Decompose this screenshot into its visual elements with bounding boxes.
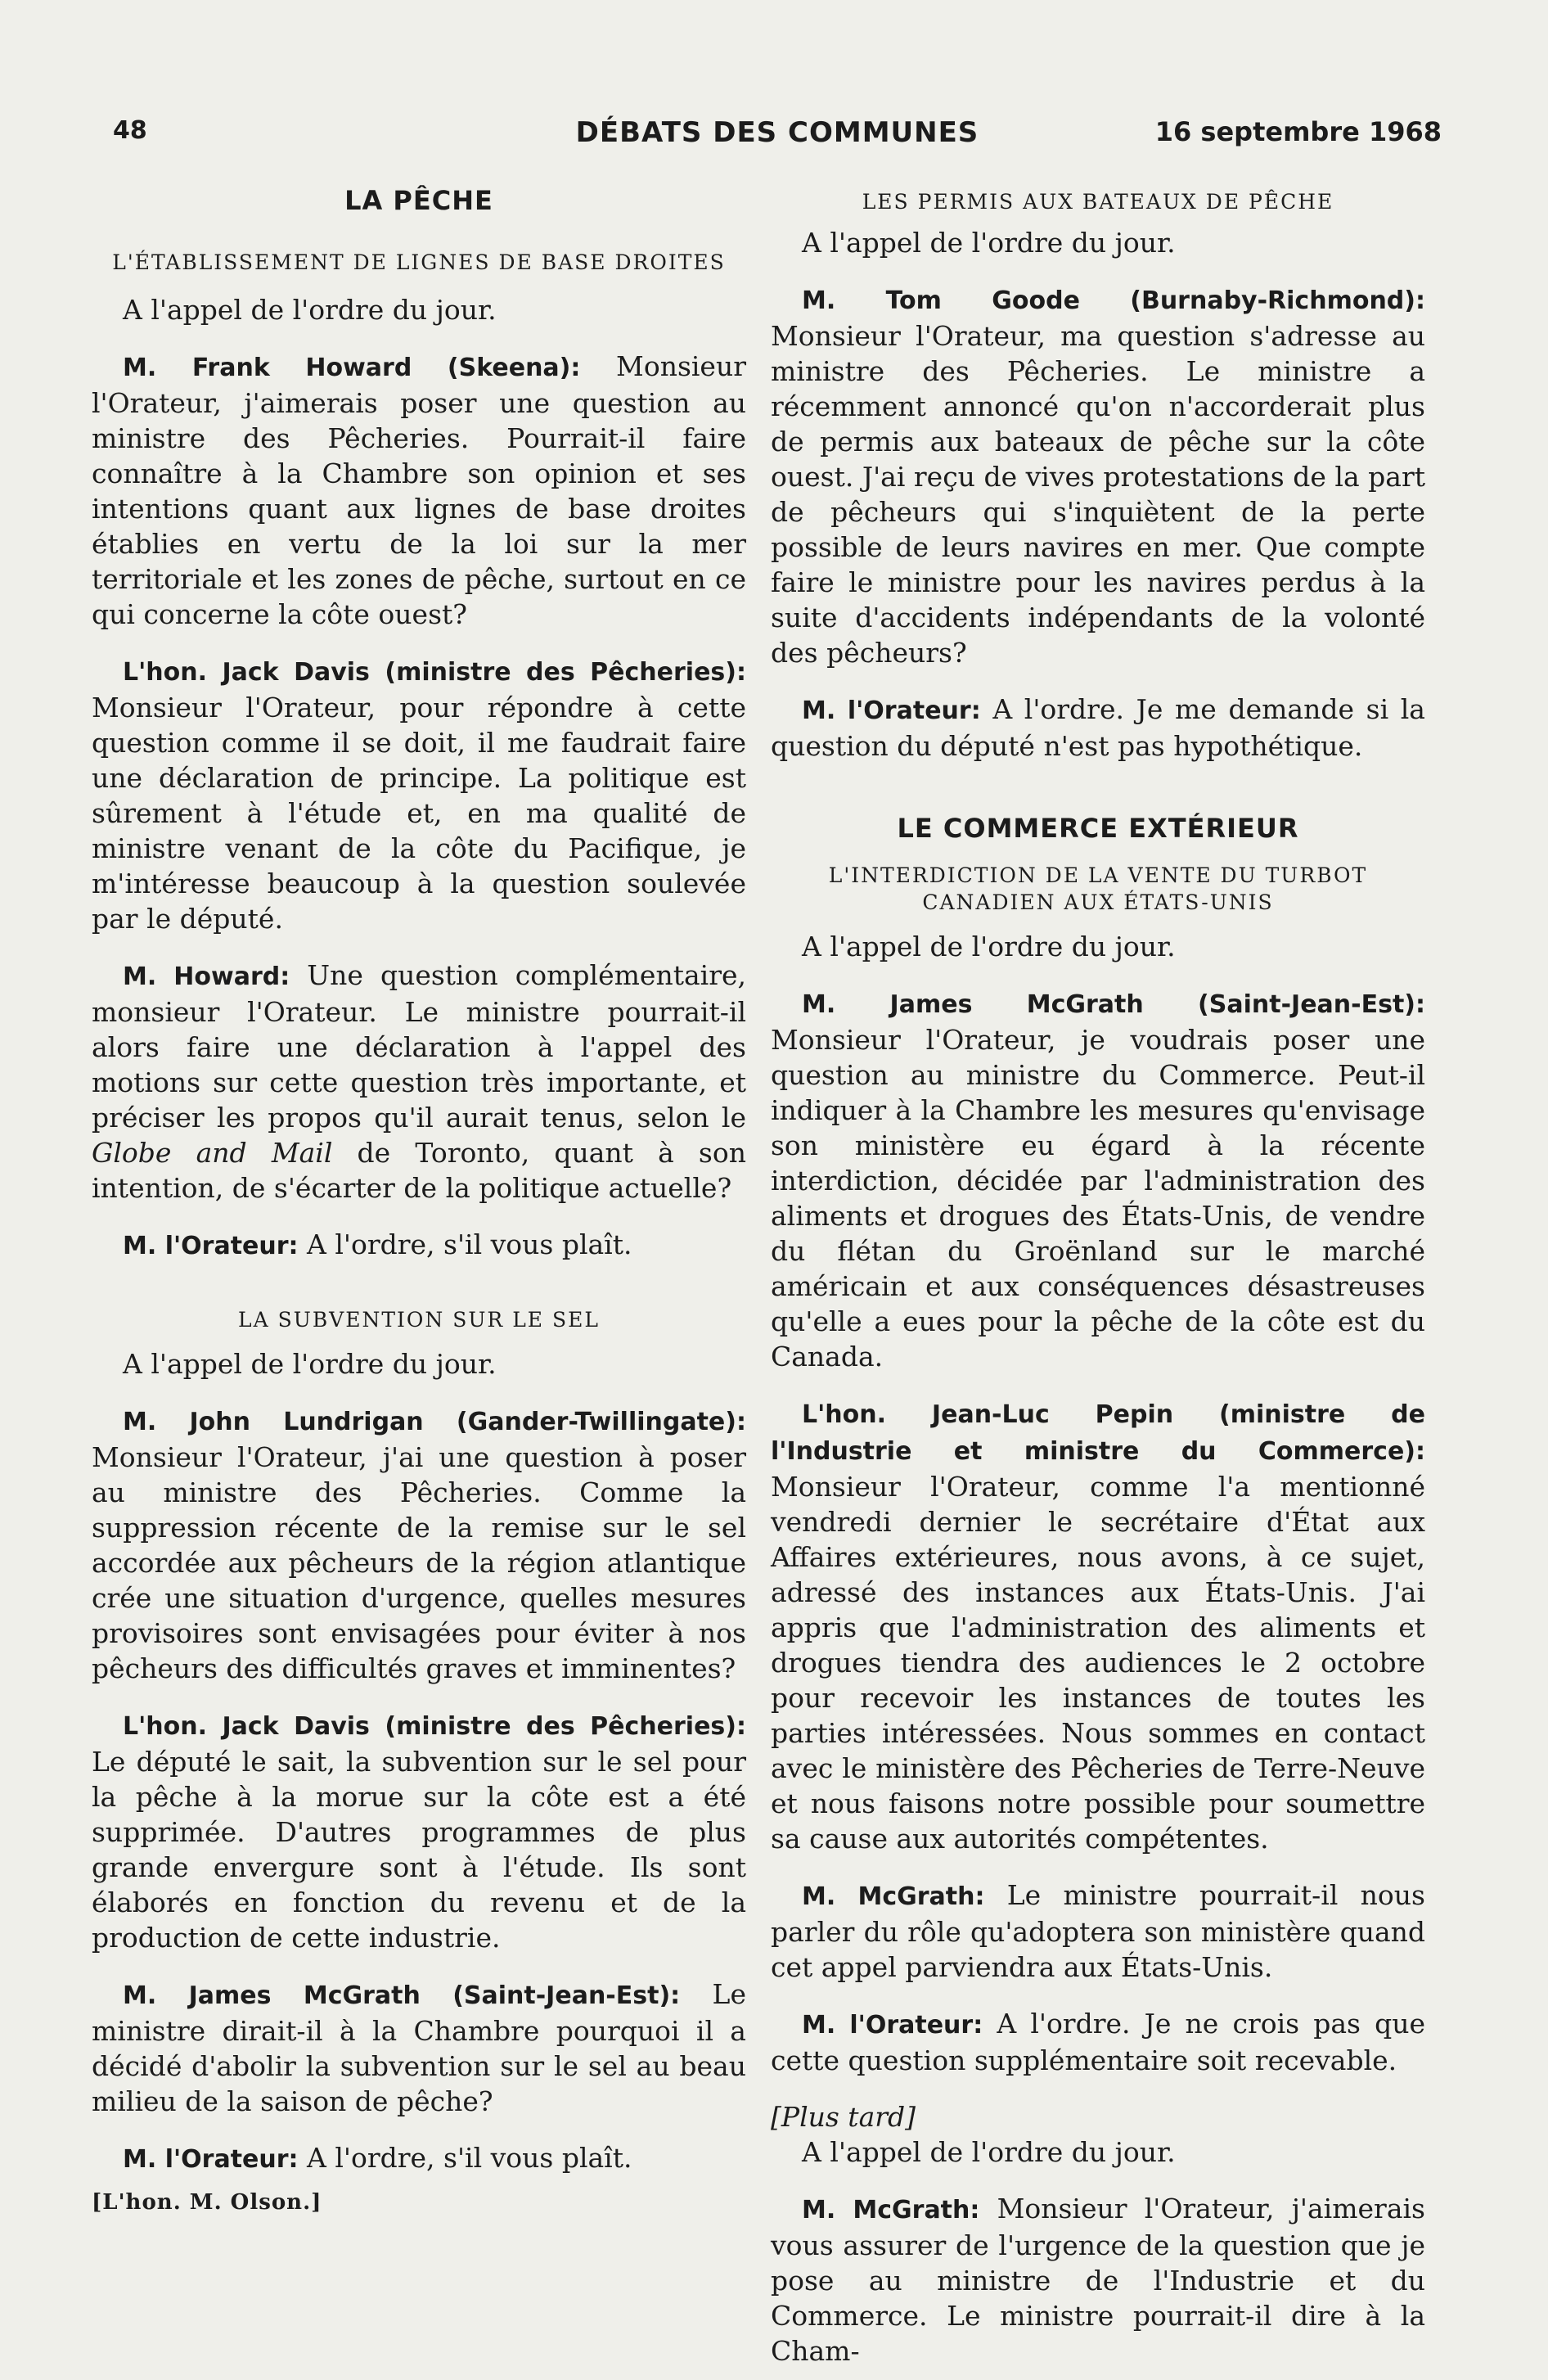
- speech-text: Monsieur l'Orateur, j'ai une question à poser au ministre des Pêcheries. Comme la suppression récente de la remise sur le sel accordée aux pêcheurs de la région atlantique crée une situation d'urgence, quelles mesures provisoires sont envisagées pour éviter à nos pêcheurs des difficultés graves et imminentes?: [92, 1441, 746, 1684]
- speech-text: A l'ordre, s'il vous plaît.: [298, 1228, 632, 1260]
- journal-title: DÉBATS DES COMMUNES: [575, 116, 979, 149]
- speech-speaker-order-3: [771, 692, 1425, 764]
- left-column: [92, 182, 746, 2215]
- speaker-name: M. Howard:: [123, 962, 290, 991]
- speech-speaker-order-2: [92, 2140, 746, 2177]
- speech-pepin: [771, 1395, 1425, 1856]
- order-call: A l'appel de l'ordre du jour.: [802, 227, 1176, 259]
- speech-text: Monsieur l'Orateur, pour répondre à cette question comme il se doit, il me faudrait faire une déclaration de principe. La politique est sûrement à l'étude et, en ma qualité de ministre venant de la côte du Pacifique, je m'intéresse beaucoup à la question soulevée par le député.: [92, 692, 746, 935]
- speaker-name: M. l'Orateur:: [802, 696, 981, 725]
- speaker-name: M. Frank Howard (Skeena):: [123, 354, 581, 382]
- subsection-permis-bateaux: LES PERMIS AUX BATEAUX DE PÊCHE: [862, 190, 1334, 214]
- subsection-turbot: L'INTERDICTION DE LA VENTE DU TURBOT CANADIEN AUX ÉTATS-UNIS: [828, 863, 1368, 914]
- speech-text: A l'ordre, s'il vous plaît.: [298, 2142, 632, 2174]
- speech-text: A l'ordre. Je me demande si la question du député n'est pas hypothétique.: [771, 693, 1425, 762]
- speech-mcgrath-3: [771, 1877, 1425, 1985]
- speech-mcgrath: [92, 1977, 746, 2119]
- speaker-name: L'hon. Jack Davis (ministre des Pêcheries):: [123, 1712, 746, 1741]
- speaker-name: M. McGrath:: [802, 1882, 985, 1911]
- subsection-subvention-sel: LA SUBVENTION SUR LE SEL: [238, 1308, 600, 1332]
- speech-howard-followup: [92, 958, 746, 1206]
- order-call: A l'appel de l'ordre du jour.: [123, 1348, 497, 1380]
- speaker-name: L'hon. Jack Davis (ministre des Pêcheries):: [123, 658, 746, 687]
- speaker-name: M. James McGrath (Saint-Jean-Est):: [123, 1981, 681, 2010]
- speech-lundrigan: [92, 1403, 746, 1686]
- speech-text: Le député le sait, la subvention sur le sel pour la pêche à la morue sur la côte est a été supprimée. D'autres programmes de plus grande envergure sont à l'étude. Ils sont élaborés en fonction du revenu et de la production de cette industrie.: [92, 1746, 746, 1954]
- speech-text: Monsieur l'Orateur, j'aimerais poser une question au ministre des Pêcheries. Pourrait-il faire connaître à la Chambre son opinion et ses intentions quant aux lignes de base droites établies en vertu de la loi sur la mer territoriale et les zones de pêche, surtout en ce qui concerne la côte ouest?: [92, 350, 746, 630]
- speaker-name: L'hon. Jean-Luc Pepin (ministre de l'Industrie et ministre du Commerce):: [771, 1400, 1425, 1466]
- speech-text: A l'ordre. Je ne crois pas que cette question supplémentaire soit recevable.: [771, 2008, 1425, 2076]
- order-call: A l'appel de l'ordre du jour.: [802, 2136, 1176, 2168]
- speech-text: de Toronto, quant à son intention, de s'écarter de la politique actuelle?: [92, 1137, 746, 1204]
- order-call: A l'appel de l'ordre du jour.: [123, 294, 497, 326]
- speech-davis: [92, 653, 746, 936]
- newspaper-name: Globe and Mail: [92, 1137, 333, 1169]
- speech-text: Monsieur l'Orateur, j'aimerais vous assurer de l'urgence de la question que je pose au ministre de l'Industrie et du Commerce. Le ministre pourrait-il dire à la Cham-: [771, 2193, 1425, 2367]
- speaker-name: M. l'Orateur:: [123, 1232, 299, 1260]
- subsection-lignes-base: L'ÉTABLISSEMENT DE LIGNES DE BASE DROITES: [112, 250, 726, 274]
- speech-text: Une question complémentaire, monsieur l'Orateur. Le ministre pourrait-il alors faire une déclaration à l'appel des motions sur cette question très importante, et préciser les propos qu'il aurait tenus, selon le: [92, 959, 746, 1134]
- order-call: A l'appel de l'ordre du jour.: [802, 931, 1176, 962]
- speech-goode: [771, 282, 1425, 670]
- speech-howard: [92, 349, 746, 632]
- speech-text: Monsieur l'Orateur, comme l'a mentionné vendredi dernier le secrétaire d'État aux Affaires extérieures, nous avons, à ce sujet, adressé des instances aux États-Unis. J'ai appris que l'administration des aliments et drogues tiendra des audiences le 2 octobre pour recevoir les instances de toutes les parties intéressées. Nous sommes en contact avec le ministère des Pêcheries de Terre-Neuve et nous faisons notre possible pour soumettre sa cause aux autorités compétentes.: [771, 1471, 1425, 1855]
- speech-text: Le ministre pourrait-il nous parler du rôle qu'adoptera son ministère quand cet appel parviendra aux États-Unis.: [771, 1879, 1425, 1983]
- speech-text: Monsieur l'Orateur, je voudrais poser une question au ministre du Commerce. Peut-il indiquer à la Chambre les mesures qu'envisage son ministère eu égard à la récente interdiction, décidée par l'administration des aliments et drogues des États-Unis, de vendre du flétan du Groënland sur le marché américain et aux conséquences désastreuses qu'elle a eues pour la pêche de la côte est du Canada.: [771, 1024, 1425, 1373]
- section-title-commerce: LE COMMERCE EXTÉRIEUR: [897, 813, 1299, 844]
- footer-note: [L'hon. M. Olson.]: [92, 2190, 322, 2215]
- speaker-name: M. John Lundrigan (Gander-Twillingate):: [123, 1408, 746, 1436]
- speaker-name: M. l'Orateur:: [802, 2011, 983, 2040]
- page-number: 48: [113, 116, 147, 145]
- later-marker: [Plus tard]: [771, 2101, 916, 2133]
- speech-mcgrath-4: [771, 2191, 1425, 2369]
- speech-speaker-order: [92, 1227, 746, 1264]
- section-title-la-peche: LA PÊCHE: [344, 185, 493, 216]
- speech-mcgrath-2: [771, 985, 1425, 1374]
- speech-text: Monsieur l'Orateur, ma question s'adresse au ministre des Pêcheries. Le ministre a récemment annoncé qu'on n'accorderait plus de permis aux bateaux de pêche sur la côte ouest. J'ai reçu de vives protestations de la part de pêcheurs qui s'inquiètent de la perte possible de leurs navires en mer. Que compte faire le ministre pour les navires perdus à la suite d'accidents indépendants de la volonté des pêcheurs?: [771, 320, 1425, 669]
- speech-davis-2: [92, 1707, 746, 1955]
- speaker-name: M. l'Orateur:: [123, 2145, 299, 2174]
- speech-text: Le ministre dirait-il à la Chambre pourquoi il a décidé d'abolir la subvention sur le sel au beau milieu de la saison de pêche?: [92, 1978, 747, 2117]
- header-date: 16 septembre 1968: [1154, 116, 1442, 147]
- page-header: [113, 116, 1442, 159]
- right-column: [771, 182, 1425, 2369]
- speaker-name: M. James McGrath (Saint-Jean-Est):: [802, 990, 1425, 1019]
- speech-speaker-order-4: [771, 2006, 1425, 2078]
- speaker-name: M. McGrath:: [802, 2196, 980, 2224]
- speaker-name: M. Tom Goode (Burnaby-Richmond):: [802, 286, 1425, 315]
